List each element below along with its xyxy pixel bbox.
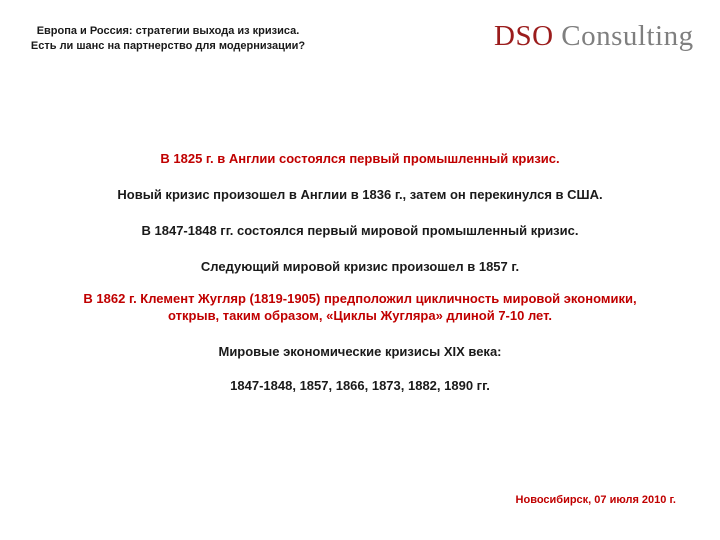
paragraph-1847-crisis: В 1847-1848 гг. состоялся первый мировой промышленный кризис. <box>141 223 579 238</box>
paragraph-crises-heading: Мировые экономические кризисы XIX века: <box>218 344 502 359</box>
logo-brand-part-1: DSO <box>494 20 554 52</box>
paragraph-crises-years: 1847-1848, 1857, 1866, 1873, 1882, 1890 гг. <box>230 378 490 393</box>
header-title-line-2: Есть ли шанс на партнерство для модернизации? <box>30 40 306 52</box>
header-title <box>8 24 328 54</box>
paragraph-1857-crisis: Следующий мировой кризис произошел в 1857 г. <box>200 259 520 274</box>
paragraph-1836-crisis: Новый кризис произошел в Англии в 1836 г., затем он перекинулся в США. <box>117 187 603 202</box>
header-title-line-1: Европа и Россия: стратегии выхода из кризиса. <box>36 25 300 37</box>
company-logo <box>494 20 694 53</box>
paragraph-juglar-cycles: В 1862 г. Клемент Жугляр (1819-1905) предположил цикличность мировой экономики, открыв, таким образом, «Циклы Жугляра» длиной 7-10 лет. <box>83 291 637 323</box>
paragraph-1825-crisis: В 1825 г. в Англии состоялся первый промышленный кризис. <box>160 151 560 166</box>
footer-place-date: Новосибирск, 07 июля 2010 г. <box>515 494 676 506</box>
logo-brand-part-2: Consulting <box>561 20 694 52</box>
